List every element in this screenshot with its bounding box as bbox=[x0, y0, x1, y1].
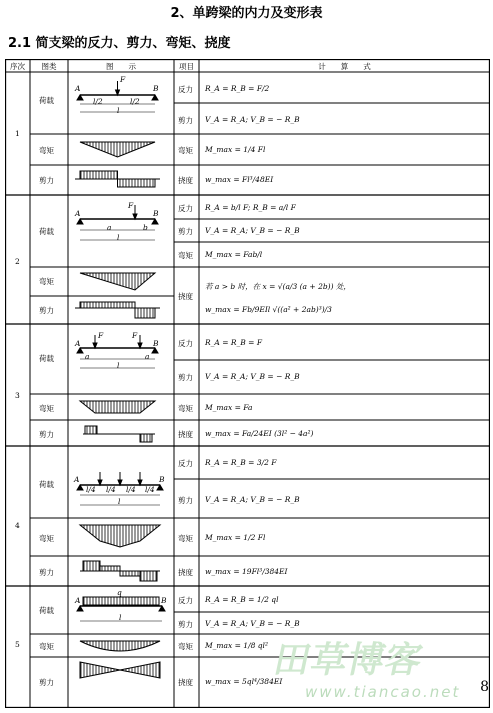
diagram-label: A bbox=[74, 475, 80, 484]
diagram-label: A bbox=[75, 339, 81, 348]
formula: R_A = R_B = 1/2 ql bbox=[205, 595, 279, 604]
diagram-label: B bbox=[161, 596, 167, 605]
beam-table bbox=[5, 59, 490, 708]
row-label-moment: 弯矩 bbox=[39, 534, 54, 543]
diagram-label: A bbox=[75, 596, 81, 605]
diagram-label: B bbox=[153, 209, 159, 218]
item-reaction: 反力 bbox=[178, 459, 193, 468]
header-type: 图类 bbox=[41, 62, 57, 71]
row-label-moment: 弯矩 bbox=[39, 146, 54, 155]
item-reaction: 反力 bbox=[178, 85, 193, 94]
item-deflection: 挠度 bbox=[178, 568, 193, 577]
section-title: 2.1 简支梁的反力、剪力、弯矩、挠度 bbox=[8, 36, 231, 51]
diagram-label: B bbox=[159, 475, 165, 484]
item-shear: 剪力 bbox=[178, 620, 193, 629]
diagram-label: l/4 bbox=[86, 485, 96, 494]
formula: M_max = Fab/l bbox=[205, 250, 263, 259]
diagram-label: l/4 bbox=[145, 485, 155, 494]
formula: V_A = R_A; V_B = − R_B bbox=[205, 619, 300, 628]
item-shear: 剪力 bbox=[178, 227, 193, 236]
case-5-number: 5 bbox=[15, 640, 20, 649]
diagram-label: l/4 bbox=[106, 485, 116, 494]
item-reaction: 反力 bbox=[178, 339, 193, 348]
diagram-label: l bbox=[118, 497, 121, 506]
row-label-load: 荷载 bbox=[39, 606, 54, 615]
formula: M_max = Fa bbox=[205, 403, 253, 412]
item-moment: 弯矩 bbox=[178, 146, 193, 155]
item-shear: 剪力 bbox=[178, 116, 193, 125]
diagram-label: l bbox=[119, 613, 122, 622]
formula: w_max = Fl³/48EI bbox=[205, 175, 274, 184]
item-moment: 弯矩 bbox=[178, 251, 193, 260]
formula: R_A = R_B = 3/2 F bbox=[205, 458, 277, 467]
row-label-load: 荷载 bbox=[39, 354, 54, 363]
formula: V_A = R_A; V_B = − R_B bbox=[205, 495, 300, 504]
formula: M_max = 1/4 Fl bbox=[205, 145, 266, 154]
formula: w_max = 19Fl³/384EI bbox=[205, 567, 288, 576]
diagram-label: a bbox=[145, 352, 150, 361]
formula: R_A = b/l F; R_B = a/l F bbox=[205, 203, 296, 212]
row-label-shear: 剪力 bbox=[39, 678, 54, 687]
row-label-shear: 剪力 bbox=[39, 176, 54, 185]
formula: V_A = R_A; V_B = − R_B bbox=[205, 372, 300, 381]
diagram-label: l bbox=[117, 106, 120, 115]
case5-moment-diagram bbox=[80, 641, 160, 651]
watermark-url: www.tiancao.net bbox=[305, 683, 461, 701]
case2-shear-diagram bbox=[75, 302, 160, 318]
item-moment: 弯矩 bbox=[178, 404, 193, 413]
diagram-label: a bbox=[107, 223, 112, 232]
formula: w_max = 5ql⁴/384EI bbox=[205, 677, 283, 686]
page-title: 2、单跨梁的内力及变形表 bbox=[170, 6, 323, 21]
item-moment: 弯矩 bbox=[178, 534, 193, 543]
row-label-moment: 弯矩 bbox=[39, 642, 54, 651]
formula: M_max = 1/2 Fl bbox=[205, 533, 266, 542]
formula: V_A = R_A; V_B = − R_B bbox=[205, 226, 300, 235]
case3-moment-diagram bbox=[80, 401, 155, 413]
diagram-label: l/2 bbox=[130, 97, 140, 106]
diagram-label: l bbox=[117, 361, 120, 370]
diagram-label: l/2 bbox=[93, 97, 103, 106]
case3-shear-diagram bbox=[83, 426, 155, 442]
case1-moment-diagram bbox=[80, 142, 155, 157]
formula: 若 a > b 时，在 x = √(a/3 (a + 2b)) 处， bbox=[205, 282, 351, 291]
row-label-shear: 剪力 bbox=[39, 306, 54, 315]
row-label-load: 荷载 bbox=[39, 480, 54, 489]
item-deflection: 挠度 bbox=[178, 176, 193, 185]
formula: R_A = R_B = F bbox=[205, 338, 263, 347]
item-reaction: 反力 bbox=[178, 204, 193, 213]
header-no: 序次 bbox=[10, 62, 25, 71]
row-label-shear: 剪力 bbox=[39, 430, 54, 439]
case-4-number: 4 bbox=[15, 521, 20, 530]
case2-moment-diagram bbox=[80, 273, 155, 290]
case1-shear-diagram bbox=[75, 171, 160, 187]
diagram-label: A bbox=[75, 84, 81, 93]
diagram-label: l bbox=[117, 233, 120, 242]
case-2-number: 2 bbox=[15, 257, 20, 266]
case4-moment-diagram bbox=[80, 525, 160, 547]
header-item: 项目 bbox=[179, 62, 194, 71]
row-label-load: 荷载 bbox=[39, 96, 54, 105]
diagram-label: B bbox=[153, 339, 159, 348]
diagram-label: l/4 bbox=[126, 485, 136, 494]
diagram-label: B bbox=[153, 84, 159, 93]
diagram-label: q bbox=[117, 588, 122, 597]
case4-shear-diagram bbox=[80, 561, 160, 581]
case-3-number: 3 bbox=[15, 391, 20, 400]
watermark-logo: 田草博客 bbox=[270, 640, 427, 681]
formula: V_A = R_A; V_B = − R_B bbox=[205, 115, 300, 124]
formula: M_max = 1/8 ql² bbox=[205, 641, 268, 650]
diagram-label: F bbox=[128, 201, 134, 210]
item-deflection: 挠度 bbox=[178, 678, 193, 687]
item-reaction: 反力 bbox=[178, 596, 193, 605]
header-formula: 计 算 式 bbox=[318, 62, 371, 71]
diagram-label: F bbox=[98, 331, 104, 340]
diagram-label: a bbox=[85, 352, 90, 361]
case5-shear-diagram bbox=[80, 662, 160, 678]
table-grid bbox=[5, 59, 490, 708]
page-number: 8 bbox=[480, 679, 489, 695]
formula: w_max = Fa/24EI (3l² − 4a²) bbox=[205, 429, 314, 438]
row-label-shear: 剪力 bbox=[39, 568, 54, 577]
diagram-label: A bbox=[75, 209, 81, 218]
diagram-label: F bbox=[132, 331, 138, 340]
item-shear: 剪力 bbox=[178, 496, 193, 505]
diagram-label: F bbox=[120, 75, 126, 84]
row-label-moment: 弯矩 bbox=[39, 404, 54, 413]
case-1-number: 1 bbox=[15, 129, 20, 138]
item-shear: 剪力 bbox=[178, 373, 193, 382]
item-deflection: 挠度 bbox=[178, 292, 193, 301]
item-deflection: 挠度 bbox=[178, 430, 193, 439]
formula: R_A = R_B = F/2 bbox=[205, 84, 270, 93]
header-diagram: 图 示 bbox=[106, 62, 136, 71]
diagram-label: b bbox=[143, 223, 148, 232]
item-moment: 弯矩 bbox=[178, 642, 193, 651]
row-label-load: 荷载 bbox=[39, 227, 54, 236]
formula: w_max = Fb/9EIl √((a² + 2ab)³)/3 bbox=[205, 305, 332, 314]
row-label-moment: 弯矩 bbox=[39, 277, 54, 286]
